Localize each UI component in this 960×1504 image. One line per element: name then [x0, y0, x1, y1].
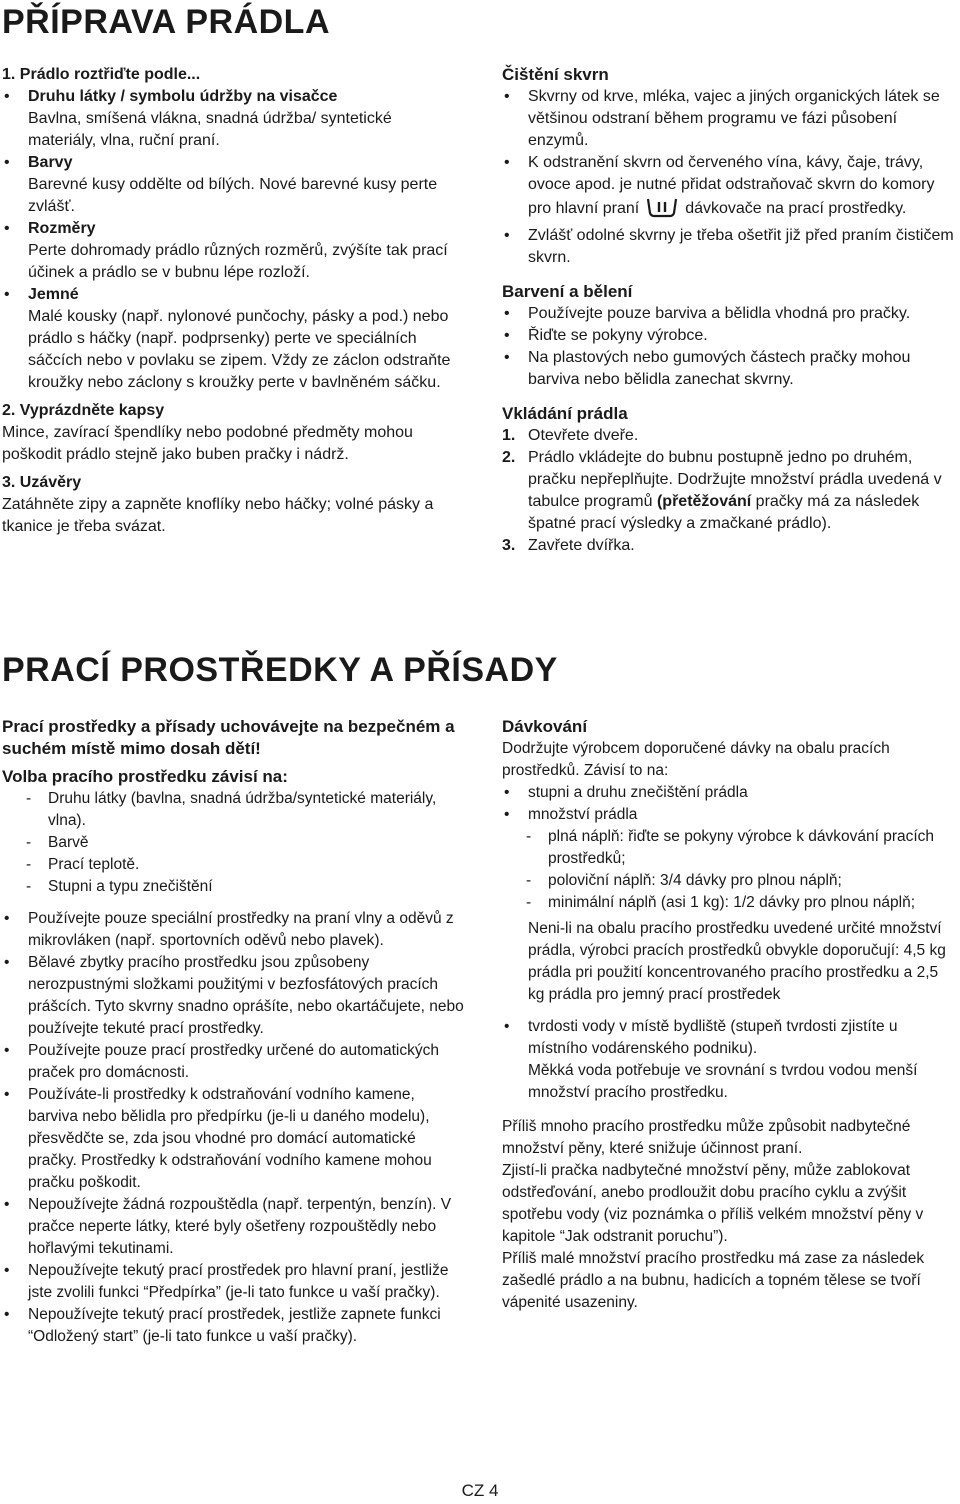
stains-heading: Čištění skvrn — [502, 65, 609, 84]
choice-list — [2, 788, 464, 898]
list-item: - plná náplň: řiďte se pokyny výrobce k dávkování pracích prostředků; — [526, 828, 935, 867]
section-title-laundry-prep: PŘÍPRAVA PRÁDLA — [2, 3, 330, 41]
item-text: Druhu látky (bavlna, snadná údržba/syntetické materiály, vlna). — [48, 790, 437, 829]
item-text: Stupni a typu znečištění — [48, 878, 213, 895]
list-item: • Skvrny od krve, mléka, vajec a jiných organických látek se většinou odstraní během programu ve fázi působení enzymů. — [502, 86, 958, 152]
list-item — [502, 535, 958, 557]
safety-warning: Prací prostředky a přísady uchovávejte na bezpečném a suchém místě mimo dosah dětí! — [2, 717, 455, 758]
step-3-text: Zatáhněte zipy a zapněte knoflíky nebo háčky; volné pásky a tkanice je třeba svázat. — [2, 496, 434, 535]
list-item — [2, 86, 464, 152]
too-much-detergent-text: Příliš mnoho pracího prostředku může způsobit nadbytečné množství pěny, které snižuje účinnost praní. — [502, 1118, 911, 1157]
list-item: • Používejte pouze barviva a bělidla vhodná pro pračky. — [502, 303, 958, 325]
item-title: • Jemné — [28, 286, 79, 303]
list-item — [2, 218, 464, 284]
choice-heading: Volba pracího prostředku závisí na: — [2, 767, 288, 786]
dyeing-heading: Barvení a bělení — [502, 282, 633, 301]
dyeing-list — [502, 303, 958, 391]
list-item: • Nepoužívejte tekutý prací prostředek pro hlavní praní, jestliže jste zvolili funkci “Předpírka” (je-li tato funkce u vaší pračky). — [2, 1260, 464, 1304]
water-hardness-list — [502, 1016, 958, 1060]
item-title: • Druhu látky / symbolu údržby na visačce — [28, 88, 338, 105]
item-text: Prádlo vkládejte do bubnu postupně jedno po druhém, pračku nepřeplňujte. Dodržujte množství prádla uvedená v tabulce programů — [528, 449, 942, 510]
item-text: poloviční náplň: 3/4 dávky pro plnou náplň; — [548, 872, 842, 889]
item-text: plná náplň: řiďte se pokyny výrobce k dávkování pracích prostředků; — [548, 828, 935, 867]
too-little-detergent-text: Příliš malé množství pracího prostředku má zase za následek zašedlé prádlo a na bubnu, hadicích a topném tělese se tvoří vápenité usazeniny. — [502, 1250, 925, 1311]
step-2-heading: 2. Vyprázdněte kapsy — [2, 402, 165, 419]
step-2-text: Mince, zavírací špendlíky nebo podobné předměty mohou poškodit prádlo stejně jako buben pračky i nádrž. — [2, 424, 413, 463]
list-item — [2, 284, 464, 394]
list-item — [2, 152, 464, 218]
step-number: 1. — [502, 427, 516, 444]
list-item: - Druhu látky (bavlna, snadná údržba/syntetické materiály, vlna). — [26, 790, 437, 829]
step-3-heading: 3. Uzávěry — [2, 474, 82, 491]
load-amount-list — [502, 826, 958, 914]
list-item: - Prací teplotě. — [26, 856, 140, 873]
section-title-detergents: PRACÍ PROSTŘEDKY A PŘÍSADY — [2, 651, 558, 689]
laundry-prep-left-column — [2, 64, 464, 538]
step-1-heading: 1. Prádlo roztřiďte podle... — [2, 66, 201, 83]
list-item: • Nepoužívejte žádná rozpouštědla (např. terpentýn, benzín). V pračce neperte látky, které byly ošetřeny rozpouštědly nebo hořlavými tekutinami. — [2, 1194, 464, 1260]
list-item: • Používejte pouze speciální prostředky na praní vlny a oděvů z mikrovláken (např. sportovních oděvů nebo plavek). — [2, 908, 464, 952]
list-item: - poloviční náplň: 3/4 dávky pro plnou náplň; — [526, 872, 842, 889]
main-wash-compartment-icon — [645, 196, 679, 225]
item-text: pračky má za následek špatné prací výsledky a zmačkané prádlo). — [528, 493, 920, 532]
list-item: - minimální náplň (asi 1 kg): 1/2 dávky pro plnou náplň; — [526, 894, 916, 911]
excess-foam-text: Zjistí-li pračka nadbytečné množství pěny, může zablokovat odstřeďování, anebo prodloužit dobu pracího cyklu a zvýšit spotřebu vody (viz poznámka o příliš velkém množství pěny v kapitole “Jak odstranit poruchu”). — [502, 1162, 924, 1245]
list-item: • stupni a druhu znečištění prádla — [502, 782, 958, 804]
item-text: Barvě — [48, 834, 89, 851]
list-item: • Řiďte se pokyny výrobce. — [502, 325, 958, 347]
list-item: - Stupni a typu znečištění — [26, 878, 213, 895]
list-item: • Nepoužívejte tekutý prací prostředek, jestliže zapnete funkci “Odložený start” (je-li tato funkce u vaší pračky). — [2, 1304, 464, 1348]
item-text: dávkovače na prací prostředky. — [685, 200, 907, 217]
list-item: • Na plastových nebo gumových částech pračky mohou barviva nebo bělidla zanechat skvrny. — [502, 347, 958, 391]
sort-criteria-list — [2, 86, 464, 394]
page-number: CZ 4 — [461, 1481, 499, 1500]
dosing-note: Neni-li na obalu pracího prostředku uvedené určité množství prádla, výrobci pracích prostředků obvykle doporučují: 4,5 kg prádla pri použití koncentrovaného pracího prostředku a 2,5 kg prádla pro jemný prací prostředek — [528, 920, 946, 1003]
detergent-rules-list — [2, 908, 464, 1348]
dosing-factors-list — [502, 782, 958, 826]
list-item: • Používejte pouze prací prostředky určené do automatických praček pro domácnosti. — [2, 1040, 464, 1084]
item-text: Perte dohromady prádlo různých rozměrů, zvýšíte tak prací účinek a prádlo se v bubnu lépe rozloží. — [28, 242, 448, 281]
step-number: 3. — [502, 537, 516, 554]
list-item: • množství prádla — [502, 804, 958, 826]
item-text: K odstranění skvrn od červeného vína, kávy, čaje, trávy, ovoce apod. je nutné přidat odstraňovač skvrn do komory pro hlavní praní — [528, 154, 935, 217]
item-title: • Rozměry — [28, 220, 96, 237]
laundry-prep-right-column — [502, 64, 958, 557]
item-text: Prací teplotě. — [48, 856, 140, 873]
item-title: • Barvy — [28, 154, 73, 171]
list-item — [502, 425, 958, 447]
dosing-intro: Dodržujte výrobcem doporučené dávky na obalu pracích prostředků. Závisí to na: — [502, 740, 890, 779]
list-item — [502, 447, 958, 535]
item-text: (přetěžování — [656, 493, 752, 510]
step-number: 2. — [502, 449, 516, 466]
loading-heading: Vkládání prádla — [502, 404, 628, 423]
item-text: Barevné kusy oddělte od bílých. Nové barevné kusy perte zvlášť. — [28, 176, 438, 215]
list-item — [502, 152, 958, 225]
list-item: - Barvě — [26, 834, 89, 851]
loading-steps — [502, 425, 958, 557]
list-item: • tvrdosti vody v místě bydliště (stupeň tvrdosti zjistíte u místního vodárenského podniku). — [502, 1016, 958, 1060]
stains-list — [502, 86, 958, 269]
item-text: Malé kousky (např. nylonové punčochy, pásky a pod.) nebo prádlo s háčky (např. podprsenky) perte ve speciálních sáčcích nebo v povlaku se zipem. Vždy ze záclon odstraňte kroužky nebo záclony s kroužky perte v bavlněném sáčku. — [28, 308, 451, 391]
list-item: • Bělavé zbytky pracího prostředku jsou způsobeny nerozpustnými složkami použitými v bezfosfátových pracích prášcích. Tyto skvrny snadno oprášíte, nebo okartáčujete, nebo používejte tekuté prací prostředky. — [2, 952, 464, 1040]
list-item: • Zvlášť odolné skvrny je třeba ošetřit již před praním čističem skvrn. — [502, 225, 958, 269]
item-text: minimální náplň (asi 1 kg): 1/2 dávky pro plnou náplň; — [548, 894, 916, 911]
list-item: • Používáte-li prostředky k odstraňování vodního kamene, barviva nebo bělidla pro předpírku (je-li u daného modelu), přesvědčte se, zda jsou vhodné pro domácí automatické pračky. Prostředky k odstraňování vodního kamene mohou pračku poškodit. — [2, 1084, 464, 1194]
soft-water-note: Měkká voda potřebuje ve srovnání s tvrdou vodou menší množství pracího prostředku. — [528, 1062, 918, 1101]
item-text: Otevřete dveře. — [528, 427, 639, 444]
dosing-heading: Dávkování — [502, 717, 588, 736]
item-text: Zavřete dvířka. — [528, 537, 635, 554]
item-text: Bavlna, smíšená vlákna, snadná údržba/ syntetické materiály, vlna, ruční praní. — [28, 110, 392, 149]
detergents-left-column — [2, 716, 464, 1348]
detergents-right-column — [502, 716, 958, 1314]
